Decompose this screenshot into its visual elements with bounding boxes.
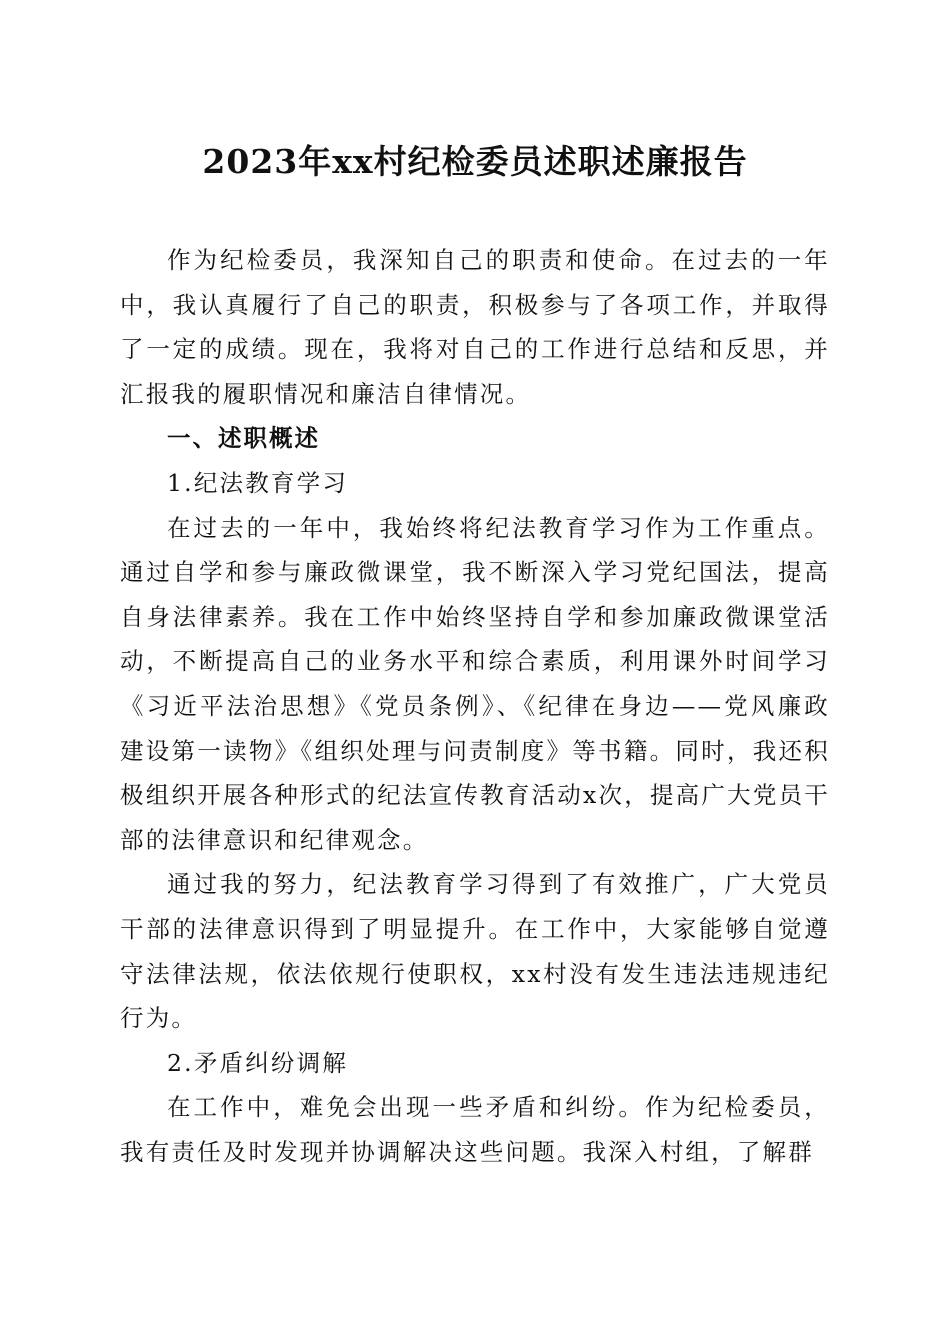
paragraph-education-1: 在过去的一年中，我始终将纪法教育学习作为工作重点。通过自学和参与廉政微课堂，我不断深入学习党纪国法，提高自身法律素养。我在工作中始终坚持自学和参加廉政微课堂活动，不断提高自己的业务水平和综合素质，利用课外时间学习《习近平法治思想》《党员条例》、《纪律在身边——党风廉政建设第一读物》《组织处理与问责制度》等书籍。同时，我还积极组织开展各种形式的纪法宣传教育活动x次，提高广大党员干部的法律意识和纪律观念。	[120, 513, 830, 854]
paragraph-mediation-1: 在工作中，难免会出现一些矛盾和纠纷。作为纪检委员，我有责任及时发现并协调解决这些问题。我深入村组，了解群	[120, 1093, 830, 1166]
subsection-heading-education: 1.纪法教育学习	[167, 468, 349, 497]
paragraph-education-2: 通过我的努力，纪法教育学习得到了有效推广，广大党员干部的法律意识得到了明显提升。在工作中，大家能够自觉遵守法律法规，依法依规行使职权，xx村没有发生违法违规违纪行为。	[120, 870, 830, 1033]
document-title: 2023年xx村纪检委员述职述廉报告	[202, 142, 748, 181]
section-heading: 一、述职概述	[167, 424, 320, 453]
intro-paragraph: 作为纪检委员，我深知自己的职责和使命。在过去的一年中，我认真履行了自己的职责，积极参与了各项工作，并取得了一定的成绩。现在，我将对自己的工作进行总结和反思，并汇报我的履职情况和廉洁自律情况。	[120, 246, 830, 408]
subsection-heading-mediation: 2.矛盾纠纷调解	[167, 1048, 349, 1077]
document-page	[120, 138, 830, 1174]
